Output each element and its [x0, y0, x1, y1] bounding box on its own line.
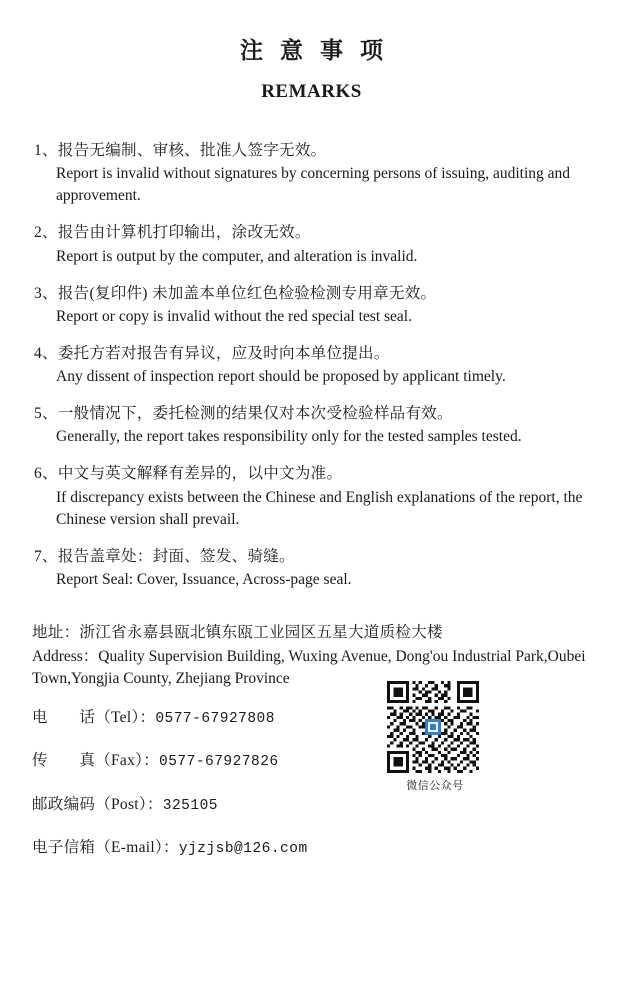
remark-text-cn: 6、中文与英文解释有差异的，以中文为准。	[34, 465, 343, 483]
remark-text-cn: 4、委托方若对报告有异议，应及时向本单位提出。	[34, 344, 390, 362]
email-value: yjzjsb@126.com	[178, 840, 308, 857]
contact-row-tel	[32, 707, 601, 729]
wechat-qr-block	[387, 681, 483, 793]
remark-text-en: Any dissent of inspection report should be proposed by applicant timely.	[56, 368, 506, 385]
list-item	[34, 342, 591, 388]
page-title-cn: 注意事项	[240, 38, 400, 63]
page-title-en: REMARKS	[261, 81, 362, 102]
contact-block	[22, 621, 601, 859]
remark-text-en: Generally, the report takes responsibility only for the tested samples tested.	[56, 428, 522, 446]
address-cn: 地址：浙江省永嘉县瓯北镇东瓯工业园区五星大道质检大楼	[32, 623, 443, 641]
remark-text-cn: 2、报告由计算机打印输出，涂改无效。	[34, 224, 311, 242]
list-item	[34, 282, 591, 328]
remark-text-en: Report Seal: Cover, Issuance, Across-page seal.	[56, 570, 352, 588]
list-item	[34, 221, 591, 267]
qr-code-icon	[387, 681, 479, 773]
remark-text-cn: 7、报告盖章处：封面、签发、骑缝。	[34, 547, 295, 565]
fax-value: 0577-67927826	[159, 754, 279, 771]
list-item	[34, 402, 591, 448]
remarks-list	[22, 139, 601, 591]
fax-label: 传 真（Fax）：	[32, 752, 160, 770]
contact-rows	[32, 707, 601, 859]
list-item	[34, 139, 591, 207]
list-item	[34, 462, 591, 530]
tel-value: 0577-67927808	[155, 710, 275, 727]
list-item	[34, 545, 591, 591]
contact-row-email	[32, 837, 601, 859]
post-label: 邮政编码（Post）：	[32, 795, 163, 813]
contact-row-post	[32, 794, 601, 816]
remark-text-cn: 5、一般情况下，委托检测的结果仅对本次受检验样品有效。	[34, 405, 453, 422]
remark-text-en: Report is invalid without signatures by concerning persons of issuing, auditing and approvement.	[56, 165, 571, 205]
remark-text-cn: 3、报告(复印件) 未加盖本单位红色检验检测专用章无效。	[34, 284, 437, 302]
post-value: 325105	[162, 797, 218, 814]
contact-row-fax	[32, 750, 601, 772]
remark-text-en: Report or copy is invalid without the red special test seal.	[56, 307, 412, 325]
remark-text-en: If discrepancy exists between the Chinese and English explanations of the report, the Chinese version shall prevail.	[56, 488, 583, 528]
email-label: 电子信箱（E-mail）：	[32, 838, 179, 856]
qr-caption: 微信公众号	[406, 779, 464, 792]
remark-text-cn: 1、报告无编制、审核、批准人签字无效。	[34, 142, 327, 159]
tel-label: 电 话（Tel）：	[32, 708, 156, 726]
remark-text-en: Report is output by the computer, and alteration is invalid.	[56, 247, 418, 265]
address-en: Address：Quality Supervision Building, Wuxing Avenue, Dong'ou Industrial Park,Oubei Town,Yongjia County, Zhejiang Province	[32, 648, 586, 688]
